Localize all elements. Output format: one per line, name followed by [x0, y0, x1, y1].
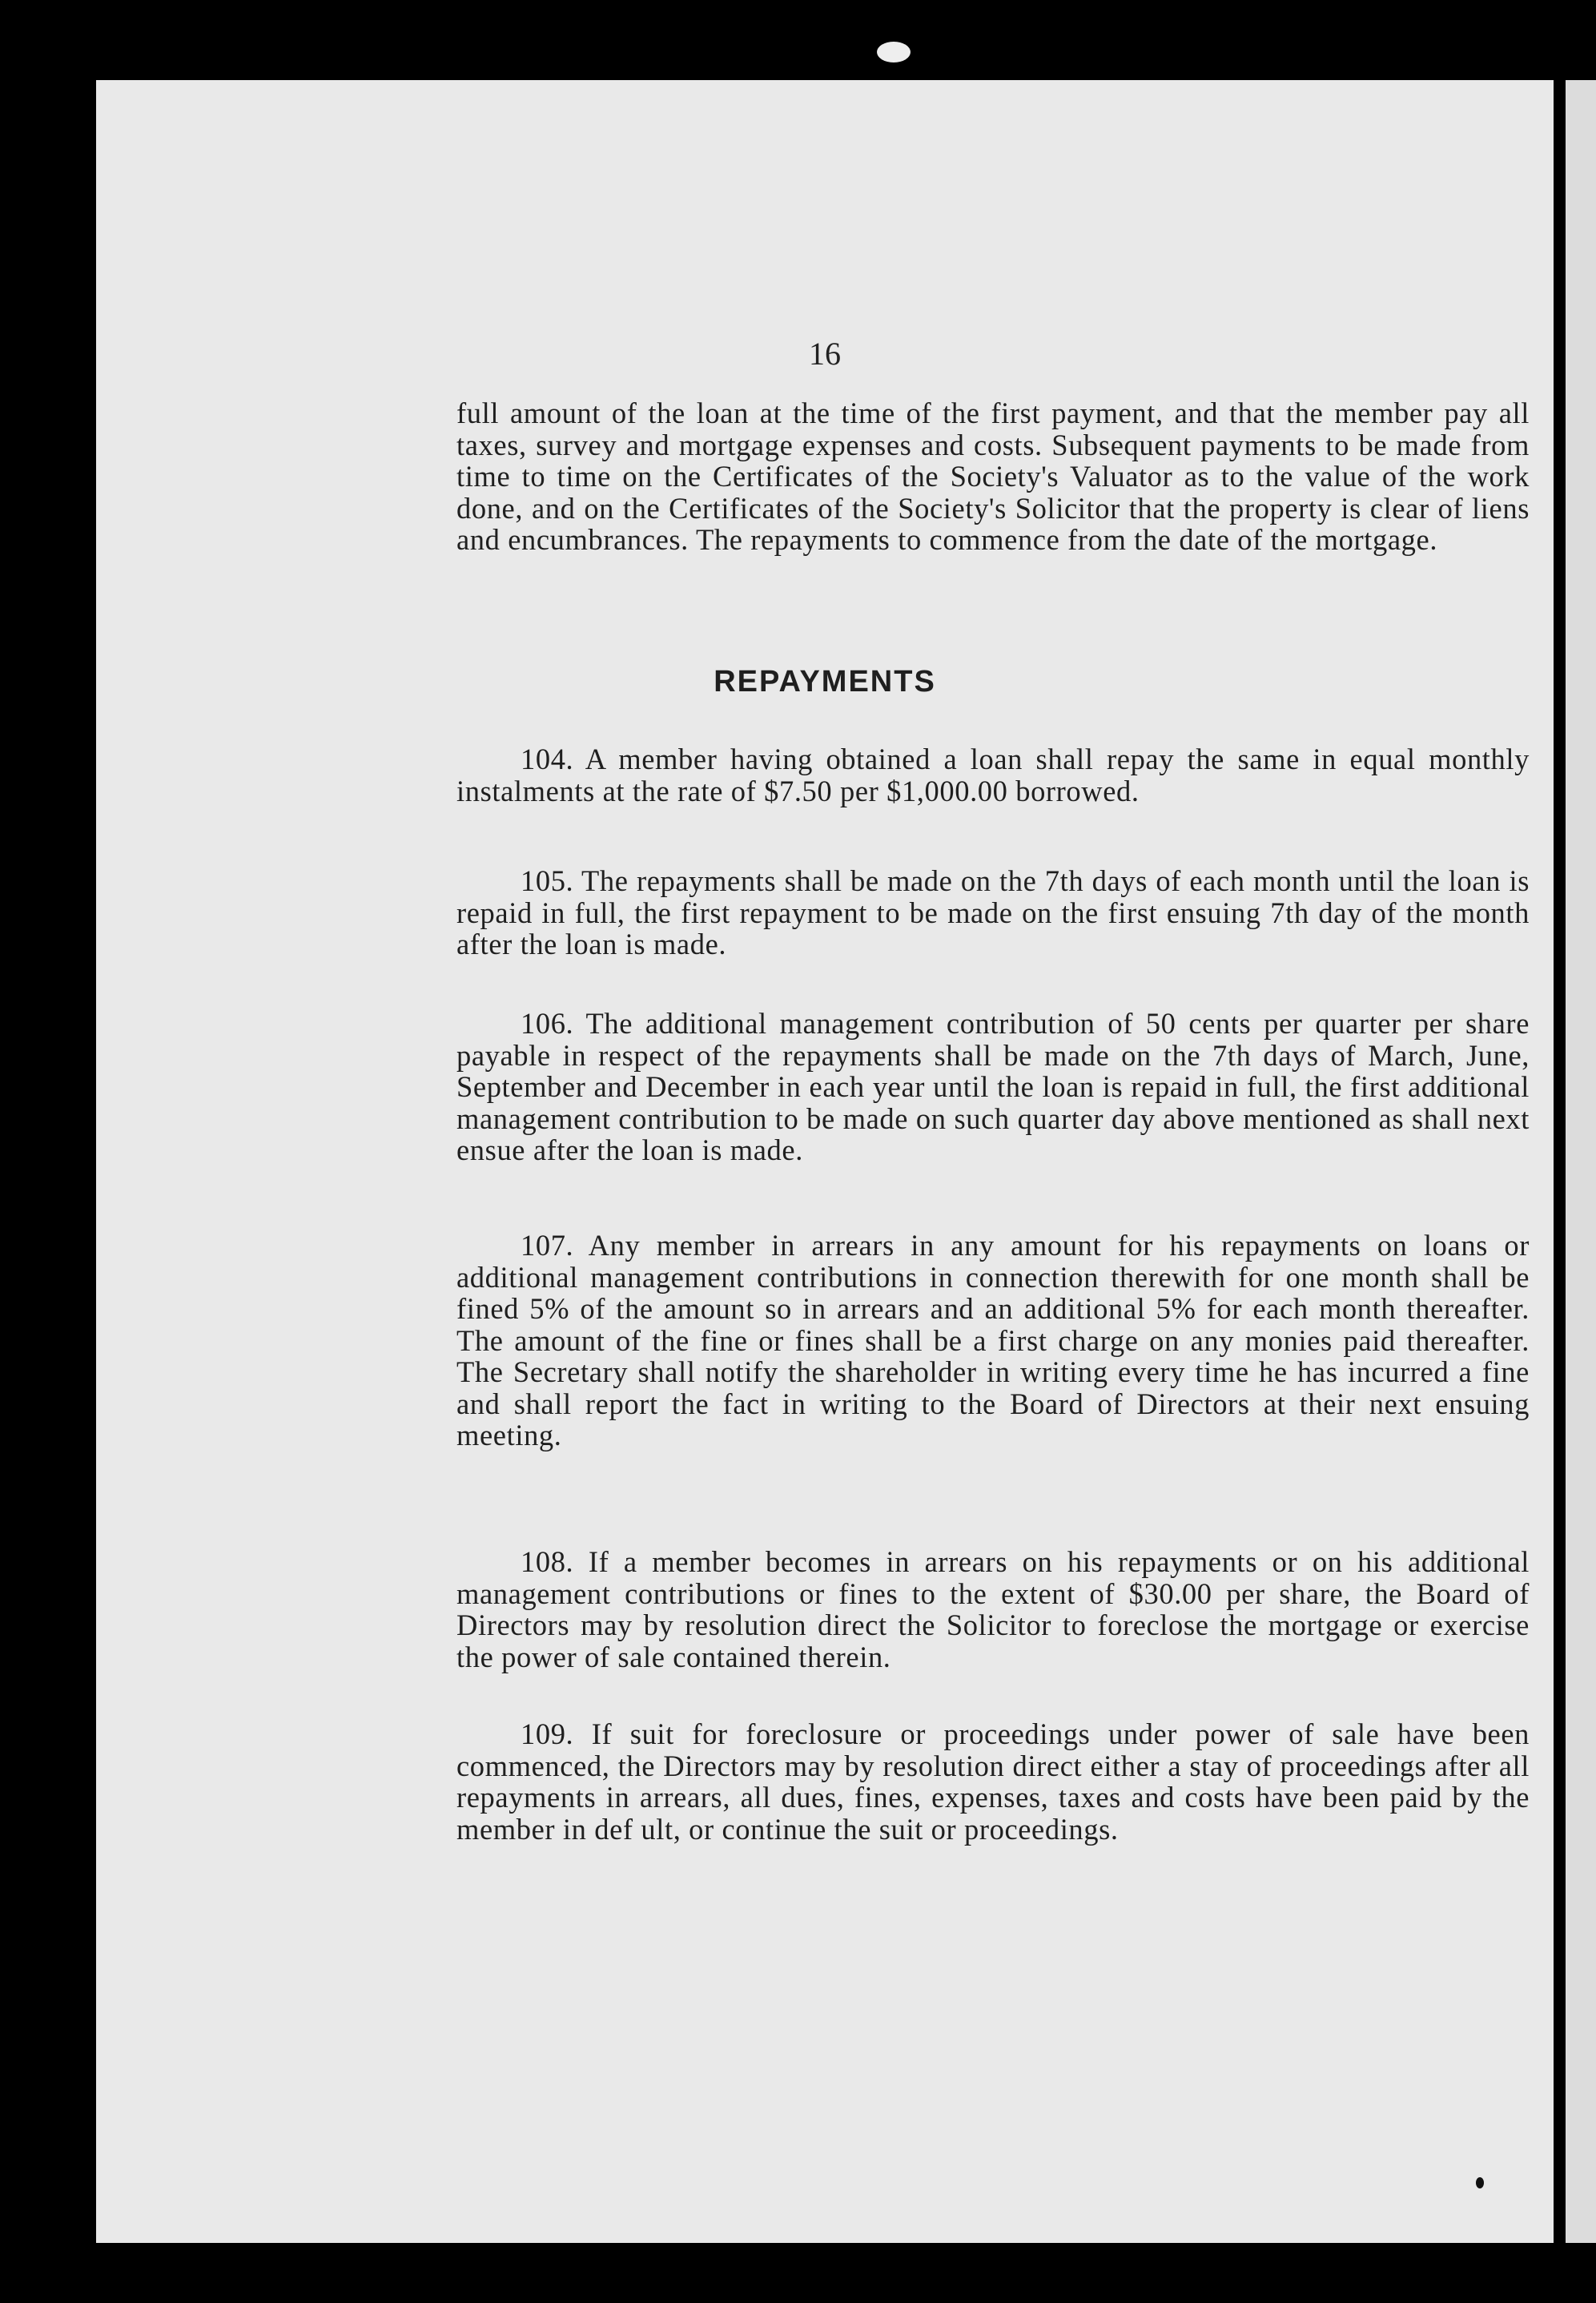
clause-106: [456, 1008, 1530, 1166]
adjacent-page-edge: [1566, 80, 1596, 2243]
clause-text: 108. If a member becomes in arrears on his repayments or on his additional management contributions or fines to the extent of $30.00 per share, the Board of Directors may by resolution direct the Solicitor to foreclose the mortgage or exercise the power of sale contained therein.: [456, 1545, 1530, 1673]
clause-107: [456, 1230, 1530, 1451]
document-page: [96, 80, 1554, 2243]
clause-105: [456, 865, 1530, 960]
clause-text: 106. The additional management contribution of 50 cents per quarter per share payable in respect of the repayments shall be made on the 7th days of March, June, September and December in each year until the loan is repaid in full, the first additional management contribution to be made on such quarter day above mentioned as shall next ensue after the loan is made.: [456, 1007, 1530, 1166]
page-number: 16: [809, 336, 841, 372]
intro-paragraph: full amount of the loan at the time of the first payment, and that the member pay all taxes, survey and mortgage expenses and costs. Subsequent payments to be made from time to time on the Certificates of the Society's Valuator as to the value of the work done, and on the Certificates of the Society's Solicitor that the property is clear of liens and encumbrances. The repayments to commence from the date of the mortgage.: [456, 397, 1530, 556]
clause-text: 104. A member having obtained a loan shall repay the same in equal monthly instalments at the rate of $7.50 per $1,000.00 borrowed.: [456, 743, 1530, 807]
clause-104: [456, 743, 1530, 807]
clause-108: [456, 1546, 1530, 1673]
clause-text: 107. Any member in arrears in any amount for his repayments on loans or additional management contributions in connection therewith for one month shall be fined 5% of the amount so in arrears and an additional 5% for each month thereafter. The amount of the fine or fines shall be a first charge on any monies paid thereafter. The Secretary shall notify the shareholder in writing every time he has incurred a fine and shall report the fact in writing to the Board of Directors at their next ensuing meeting.: [456, 1229, 1530, 1451]
scan-speck: [877, 42, 911, 62]
clause-109: [456, 1718, 1530, 1845]
clause-text: 105. The repayments shall be made on the 7th days of each month until the loan is repaid in full, the first repayment to be made on the first ensuing 7th day of the month after the loan is made.: [456, 864, 1530, 960]
clause-text: 109. If suit for foreclosure or proceedings under power of sale have been commenced, the Directors may by resolution direct either a stay of proceedings after all repayments in arrears, all dues, fines, expenses, taxes and costs have been paid by the member in def ult, or continue the suit or proceedings.: [456, 1717, 1530, 1846]
scan-speck: [1476, 2177, 1484, 2188]
section-heading: REPAYMENTS: [714, 665, 936, 699]
